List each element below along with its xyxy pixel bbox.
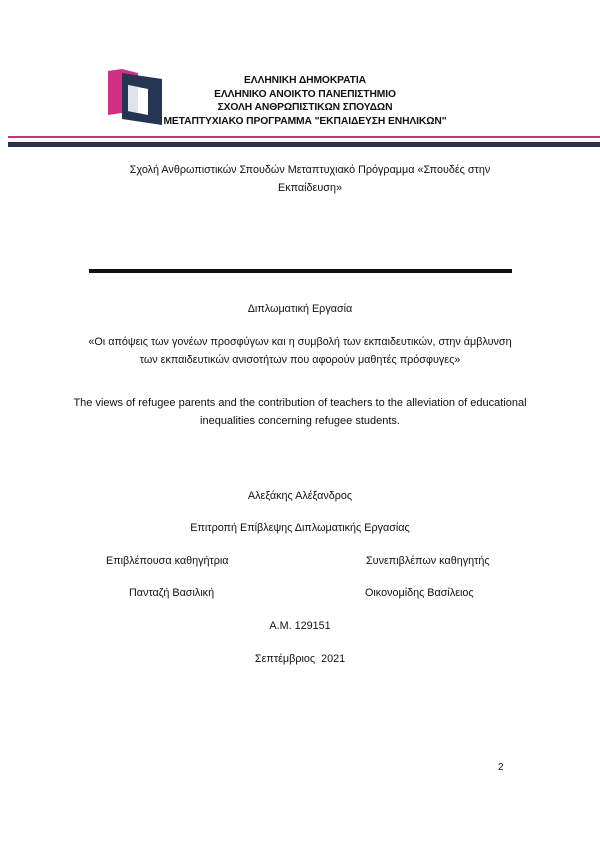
submission-date: Σεπτέμβριος 2021 [254,653,346,665]
author-name: Αλεξάκης Αλέξανδρος [247,490,353,502]
navy-divider [8,142,600,147]
header-line-country: ΕΛΛΗΝΙΚΗ ΔΗΜΟΚΡΑΤΙΑ [244,75,366,86]
co-supervisor-role: Συνεπιβλέπων καθηγητής [366,555,490,567]
student-id: Α.Μ. 129151 [269,620,331,632]
header-titles [160,74,450,128]
header-line-school: ΣΧΟΛΗ ΑΝΘΡΩΠΙΣΤΙΚΩΝ ΣΠΟΥΔΩΝ [217,102,393,113]
committee-heading: Επιτροπή Επίβλεψης Διπλωματικής Εργασίας [190,522,410,534]
university-logo-icon [108,69,162,125]
pink-divider [8,136,600,138]
supervisor-role: Επιβλέπουσα καθηγήτρια [106,555,229,567]
header-line-university: ΕΛΛΗΝΙΚΟ ΑΝΟΙΚΤΟ ΠΑΝΕΠΙΣΤΗΜΙΟ [214,88,396,100]
thesis-title-english: The views of refugee parents and the contribution of teachers to the alleviation of educational inequalities concerning refugee students. [73,397,527,427]
supervisor-name: Πανταζή Βασιλική [129,587,215,599]
thesis-title-greek: «Οι απόψεις των γονέων προσφύγων και η συμβολή των εκπαιδευτικών, στην άμβλυνση των εκπαιδευτικών ανισοτήτων που αφορούν μαθητές πρόσφυγες» [88,336,512,366]
page-number: 2 [498,762,504,773]
school-program-line: Σχολή Ανθρωπιστικών Σπουδών Μεταπτυχιακό Πρόγραμμα «Σπουδές στην Εκπαίδευση» [129,164,491,194]
document-type: Διπλωματική Εργασία [247,303,353,315]
co-supervisor-name: Οικονομίδης Βασίλειος [365,587,474,599]
title-divider [89,269,512,273]
header-line-program: ΜΕΤΑΠΤΥΧΙΑΚΟ ΠΡΟΓΡΑΜΜΑ "ΕΚΠΑΙΔΕΥΣΗ ΕΝΗΛΙΚΩΝ" [163,115,447,127]
